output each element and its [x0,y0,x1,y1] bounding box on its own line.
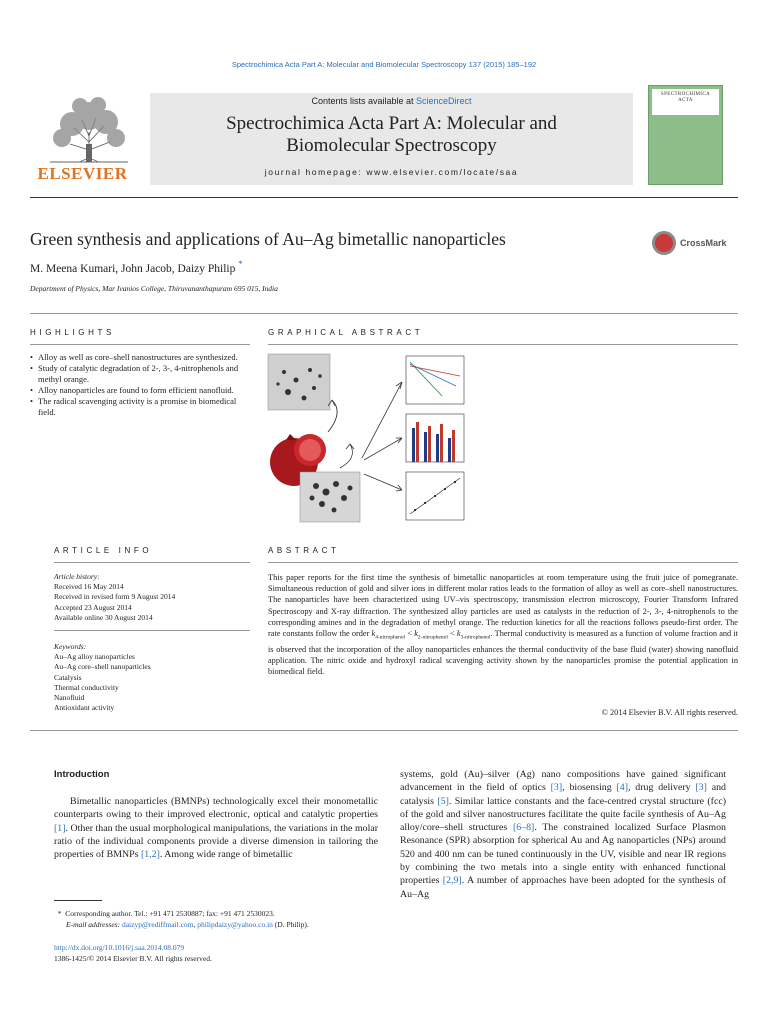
contents-prefix: Contents lists available at [311,96,417,106]
corresponding-author-note [54,908,384,919]
author-list [30,259,243,275]
keywords-label: Keywords: [54,642,87,651]
text-run: . Similar lattice constants and the face-centred crystal structure (fcc) of the gold and silver nanostructures facilitate the quite facile synthesis of Au–Ag alloy/core–shell structures [400,795,726,834]
tem-image-top [268,354,330,410]
article-history-label: Article history: [54,572,100,581]
journal-cover-image[interactable] [648,85,723,185]
footnote [54,908,384,930]
journal-title-line2: Biomolecular Spectroscopy [286,135,497,156]
highlight-item: • The radical scavenging activity is a promise in biomedical field. [30,396,250,418]
k-sub-3np: 3-nitrophenol [460,634,491,641]
k-symbol: k [414,629,418,639]
footnote-mark: * [57,909,62,918]
abstract-rule [268,562,738,563]
history-entry: Received in revised form 9 August 2014 [54,592,176,602]
cover-title-line2: ACTA [678,98,693,103]
text-run: , drug delivery [628,782,696,794]
sciencedirect-link[interactable]: ScienceDirect [416,96,472,106]
journal-homepage[interactable]: journal homepage: www.elsevier.com/locate/saa [264,167,519,177]
kinetics-plot [406,356,464,404]
keyword-item: Thermal conductivity [54,682,119,692]
abstract-body [268,572,738,677]
issn-line: 1386-1425/© 2014 Elsevier B.V. All rights reserved. [54,954,212,963]
article-history [54,572,250,623]
cover-title [652,89,719,115]
doi-link[interactable]: http://dx.doi.org/10.1016/j.saa.2014.08.079 [54,943,185,952]
email-label: E-mail addresses: [66,920,121,929]
intro-column-left [54,795,378,861]
text-run: . Other than the usual morphological manipulations, the variations in the molar ratio of the individual components provide a diverse dimension in tailoring the properties of BMNPs [54,822,378,861]
email-addresses [54,919,384,930]
email-separator: , [193,920,198,929]
highlight-item: • Alloy as well as core–shell nanostructures are synthesized. [30,352,250,363]
crossmark-icon[interactable] [652,231,676,255]
keyword-item: Antioxidant activity [54,703,115,713]
publisher-wordmark[interactable]: ELSEVIER [37,164,128,183]
abstract-copyright: © 2014 Elsevier B.V. All rights reserved. [601,708,738,717]
history-entry: Received 16 May 2014 [54,582,124,592]
history-rule [54,630,250,631]
article-title: Green synthesis and applications of Au–Ag bimetallic nanoparticles [30,229,506,249]
text-run: Bimetallic nanoparticles (BMNPs) technologically excel their monometallic counterparts owing to their improved electronic, optical and catalytic properties [54,796,378,821]
email-suffix: (D. Philip). [272,920,309,929]
history-entry: Accepted 23 August 2014 [54,602,132,612]
text-run: systems, gold (Au)–silver (Ag) nano compositions have gained significant advancement in the field of optics [400,769,726,794]
text-run: . A number of approaches have been adopted for the synthesis of Au–Ag [400,875,726,900]
text-run: and catalysis [400,782,726,807]
k-sub-4np: 4-nitrophenol [375,634,406,641]
article-info-heading: ARTICLE INFO [54,546,153,555]
abstract-part1: This paper reports for the first time the synthesis of bimetallic nanoparticles at room temperature using the fruit juice of pomegranate. Simultaneous reduction of gold and silver ions in different molar ratios leads to the formation of alloy as well as core–shell nanostructures. The nanoparticles have been characterized using UV–vis spectroscopy, transmission electron microscopy, Fourier Transform Infrared Spectroscopy and X-ray diffraction. The synthesized alloy particles are used as catalysts in the reduction of 2-, 3-, 4-nitrophenols to the corresponding amines and in the degradation of methyl orange. The reduction kinetics for all the reactions follows pseudo-first order. The rate constants follow the order [268,573,738,639]
reference-link[interactable]: [5] [437,795,449,807]
corresponding-author-link[interactable]: * [238,259,243,269]
k-symbol: k [371,629,376,639]
reference-link[interactable]: [1] [54,822,66,834]
email-link-1[interactable]: daizyp@rediffmail.com [121,920,194,929]
graphical-abstract-heading: GRAPHICAL ABSTRACT [268,328,424,337]
header-divider [30,197,738,198]
graphical-abstract-figure[interactable] [266,352,476,524]
introduction-heading: Introduction [54,769,110,780]
affiliation: Department of Physics, Mar Ivanios College, Thiruvananthapuram 695 015, India [30,284,278,293]
crossmark-label[interactable]: CrossMark [680,238,727,248]
graphical-abstract-rule [268,344,738,345]
journal-title [150,113,633,157]
abstract-part2: . Thermal conductivity is measured as a function of volume fraction and it is observed that the incorporation of the alloy nanoparticles enhances the thermal conductivity of the base fluid (water) showing nanofluid application. The nitric oxide and hydroxyl radical scavenging activity shown by the nanoparticles promise the potential application in biomedical field. [268,629,738,677]
highlight-item: • Alloy nanoparticles are found to form efficient nanofluid. [30,385,250,396]
keywords [54,642,250,713]
text-run: . Among wide range of bimetallic [159,849,293,861]
tem-image-bottom [300,472,360,522]
text-run: , biosensing [562,782,617,794]
journal-citation[interactable]: Spectrochimica Acta Part A: Molecular and Biomolecular Spectroscopy 137 (2015) 185–192 [231,60,537,69]
reference-link[interactable]: [3] [695,782,707,794]
abstract-heading: ABSTRACT [268,546,340,555]
keyword-item: Catalysis [54,672,82,682]
title-divider [30,313,738,314]
lt-sign: < [405,629,415,639]
email-link-2[interactable]: philipdaizy@yahoo.co.in [197,920,273,929]
cover-title-line1: SPECTROCHIMICA [660,92,711,97]
highlights-heading: HIGHLIGHTS [30,328,115,337]
abstract-divider [30,730,738,731]
highlights-rule [30,344,250,345]
highlight-item: • Study of catalytic degradation of 2-, 3-, 4-nitrophenols and methyl orange. [30,363,250,385]
contents-line [150,96,633,106]
reference-link[interactable]: [6–8] [512,822,535,834]
reference-link[interactable]: [4] [616,782,629,794]
article-info-rule [54,562,250,563]
k-symbol: k [456,629,461,639]
doi-block [54,942,212,964]
corresponding-text: Corresponding author. Tel.: +91 471 2530887; fax: +91 471 2530023. [65,909,275,918]
reference-link[interactable]: [2,9] [442,875,462,887]
history-entry: Available online 30 August 2014 [54,612,153,622]
journal-title-line1: Spectrochimica Acta Part A: Molecular and [226,113,557,134]
highlights-list [30,352,250,418]
keyword-item: Nanofluid [54,693,85,703]
keyword-item: Au–Ag alloy nanoparticles [54,652,135,662]
intro-column-right [400,768,726,901]
reference-link[interactable]: [3] [550,782,563,794]
reference-link[interactable]: [1,2] [140,849,160,861]
authors-text: M. Meena Kumari, John Jacob, Daizy Philip [30,262,236,275]
lt-sign: < [447,629,457,639]
k-sub-2np: 2-nitrophenol [417,634,448,641]
footnote-rule [54,900,102,901]
text-run: . The constrained localized Surface Plasmon Resonance (SPR) absorption for spherical Au and Ag nanoparticles (NPs) around 520 and 400 nm can be tuned continuously in the UV, visible and near IR regions by combining the two metals into a single entity with enhanced functional properties [400,822,726,887]
keyword-item: Au–Ag core–shell nanoparticles [54,662,151,672]
